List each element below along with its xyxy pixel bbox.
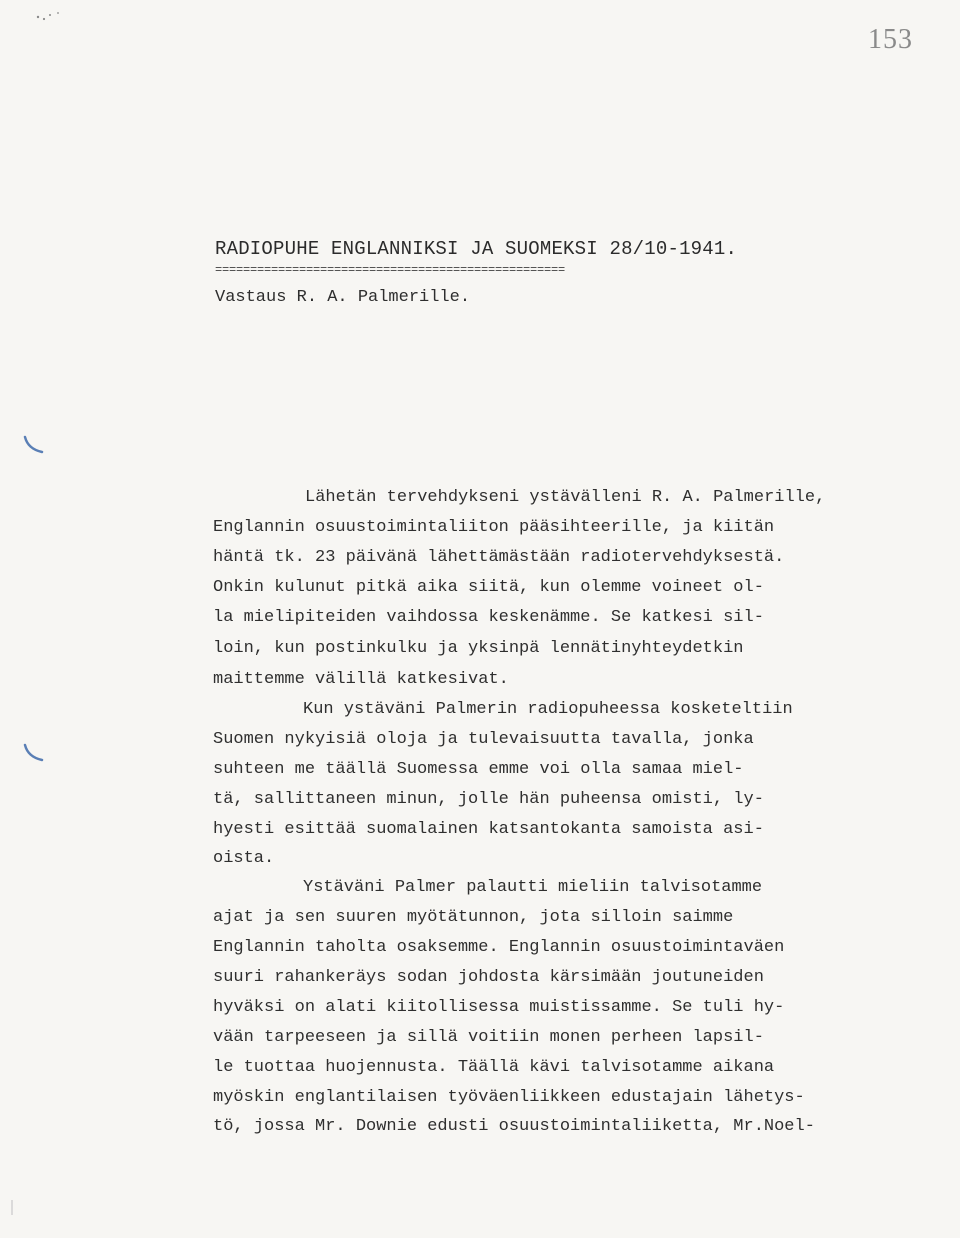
body-line: tä, sallittaneen minun, jolle hän puheensa omisti, ly- [213,790,764,809]
body-line: le tuottaa huojennusta. Täällä kävi talvisotamme aikana [213,1058,775,1077]
body-line: maittemme välillä katkesivat. [213,670,509,689]
hole-mark-icon [22,742,48,764]
body-line: oista. [213,849,275,868]
specks-icon [7,1198,35,1218]
body-line: hyväksi on alati kiitollisessa muistissamme. Se tuli hy- [213,998,785,1017]
body-line: hyesti esittää suomalainen katsantokanta samoista asi- [213,820,764,839]
body-line: loin, kun postinkulku ja yksinpä lennätinyhteydetkin [213,639,744,658]
body-line: häntä tk. 23 päivänä lähettämästään radiotervehdyksestä. [213,548,785,567]
body-line: Englannin osuustoimintaliiton pääsihteerille, ja kiitän [213,518,775,537]
hole-mark-icon [22,434,48,456]
body-line: vään tarpeeseen ja sillä voitiin monen perheen lapsil- [213,1028,764,1047]
addressee-line: Vastaus R. A. Palmerille. [215,288,471,307]
body-line: Englannin taholta osaksemme. Englannin osuustoimintaväen [213,938,785,957]
punch-mark-bottom [22,742,48,764]
page-number: 153 [868,24,913,55]
body-line: la mielipiteiden vaihdossa keskenämme. Se katkesi sil- [213,608,764,627]
punch-mark-top [22,434,48,456]
body-line: Ystäväni Palmer palautti mieliin talvisotamme [303,878,763,897]
body-line: suhteen me täällä Suomessa emme voi olla samaa miel- [213,760,744,779]
body-line: Lähetän tervehdykseni ystävälleni R. A. Palmerille, [305,488,826,507]
body-line: myöskin englantilaisen työväenliikkeen edustajain lähetys- [213,1088,805,1107]
body-line: Suomen nykyisiä oloja ja tulevaisuutta tavalla, jonka [213,730,754,749]
body-line: suuri rahankeräys sodan johdosta kärsimään joutuneiden [213,968,764,987]
specks-icon [34,9,62,29]
bottom-left-specks [7,1198,35,1218]
document-title: RADIOPUHE ENGLANNIKSI JA SUOMEKSI 28/10-1941. [215,238,738,260]
body-line: ajat ja sen suuren myötätunnon, jota silloin saimme [213,908,734,927]
body-line: Onkin kulunut pitkä aika siitä, kun olemme voineet ol- [213,578,764,597]
corner-specks [34,9,62,29]
body-line: tö, jossa Mr. Downie edusti osuustoimintaliiketta, Mr.Noel- [213,1117,815,1136]
title-underline: ================================================== [215,263,566,277]
body-line: Kun ystäväni Palmerin radiopuheessa kosketeltiin [303,700,793,719]
